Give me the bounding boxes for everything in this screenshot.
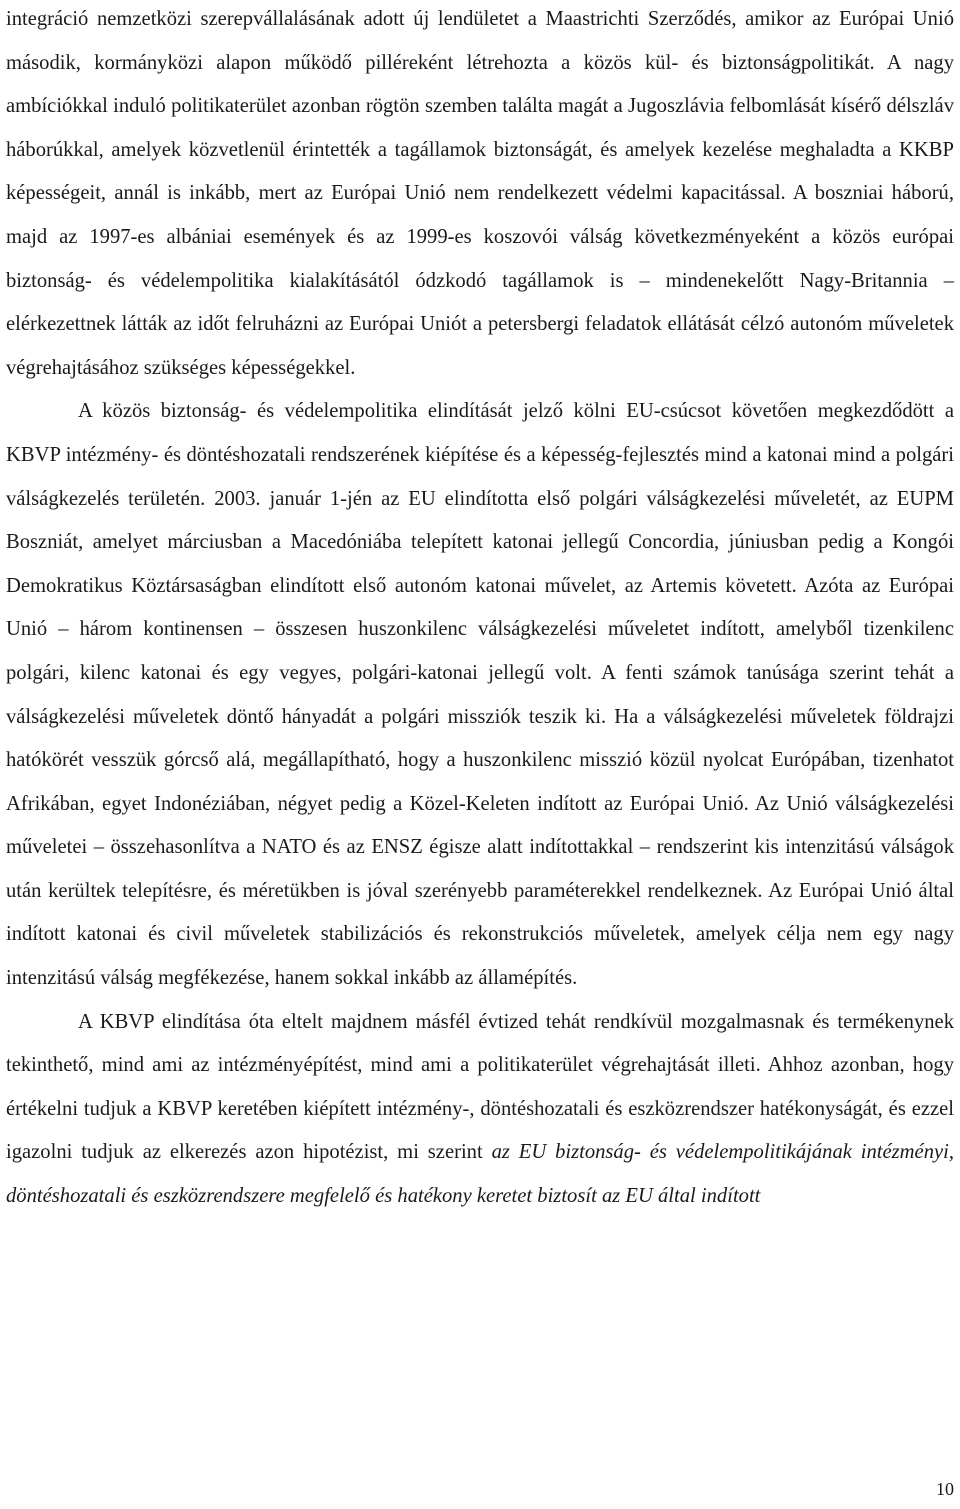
page-number: 10 (936, 1479, 954, 1499)
paragraph-2: A közös biztonság- és védelempolitika elindítását jelző kölni EU-csúcsot követően megkezdődött a KBVP intézmény- és döntéshozatali rendszerének kiépítése és a képesség-fejlesztés mind a katonai mind a polgári válságkezelés területén. 2003. január 1-jén az EU elindította első polgári válságkezelési műveletét, az EUPM Boszniát, amelyet márciusban a Macedóniába telepített katonai jellegű Concordia, júniusban pedig a Kongói Demokratikus Köztársaságban elindított első autonóm katonai művelet, az Artemis követett. Azóta az Európai Unió – három kontinensen – összesen huszonkilenc válságkezelési műveletet indított, amelyből tizenkilenc polgári, kilenc katonai és egy vegyes, polgári-katonai jellegű volt. A fenti számok tanúsága szerint tehát a válságkezelési műveletek döntő hányadát a polgári missziók teszik ki. Ha a válságkezelési műveletek földrajzi hatókörét vesszük górcső alá, megállapítható, hogy a huszonkilenc misszió közül nyolcat Európában, tizenhatot Afrikában, egyet Indonéziában, négyet pedig a Közel-Keleten indított az Európai Unió. Az Unió válságkezelési műveletei – összehasonlítva a NATO és az ENSZ égisze alatt indítottakkal – rendszerint kis intenzitású válságok után kerültek telepítésre, és méretükben is jóval szerényebb paraméterekkel rendelkeznek. Az Európai Unió által indított katonai és civil műveletek stabilizációs és rekonstrukciós műveletek, amelyek célja nem egy nagy intenzitású válság megfékezése, hanem sokkal inkább az államépítés. (6, 400, 954, 990)
paragraph-3-text: A KBVP elindítása óta eltelt majdnem másfél évtized tehát rendkívül mozgalmasnak és termékenynek tekinthető, mind ami az intézményépítést, mind ami a politikaterület végrehajtását illeti. Ahhoz azonban, hogy értékelni tudjuk a KBVP keretében kiépített intézmény-, döntéshozatali és eszközrendszer hatékonyságát, és ezzel igazolni tudjuk az elkerezés azon hipotézist, mi szerint (6, 1010, 954, 1164)
paragraph-1: integráció nemzetközi szerepvállalásának adott új lendületet a Maastrichti Szerződés, amikor az Európai Unió második, kormányközi alapon működő pilléreként létrehozta a közös kül- és biztonságpolitikát. A nagy ambíciókkal induló politikaterület azonban rögtön szemben találta magát a Jugoszlávia felbomlását kísérő délszláv háborúkkal, amelyek közvetlenül érintették a tagállamok biztonságát, és amelyek kezelése meghaladta a KKBP képességeit, annál is inkább, mert az Európai Unió nem rendelkezett védelmi kapacitással. A boszniai háború, majd az 1997-es albániai események és az 1999-es koszovói válság következményeként a közös európai biztonság- és védelempolitika kialakításától ódzkodó tagállamok is – mindenekelőtt Nagy-Britannia – elérkezettnek látták az időt felruházni az Európai Uniót a petersbergi feladatok ellátását célzó autonóm műveletek végrehajtásához szükséges képességekkel. (6, 8, 954, 379)
document-page (6, 0, 954, 1219)
paragraph-3-italic-hypothesis: az EU biztonság- és védelempolitikájának intézményi, döntéshozatali és eszközrendszere megfelelő és hatékony keretet biztosít az EU által indított (6, 1141, 954, 1208)
paragraph-3 (6, 1001, 954, 1219)
